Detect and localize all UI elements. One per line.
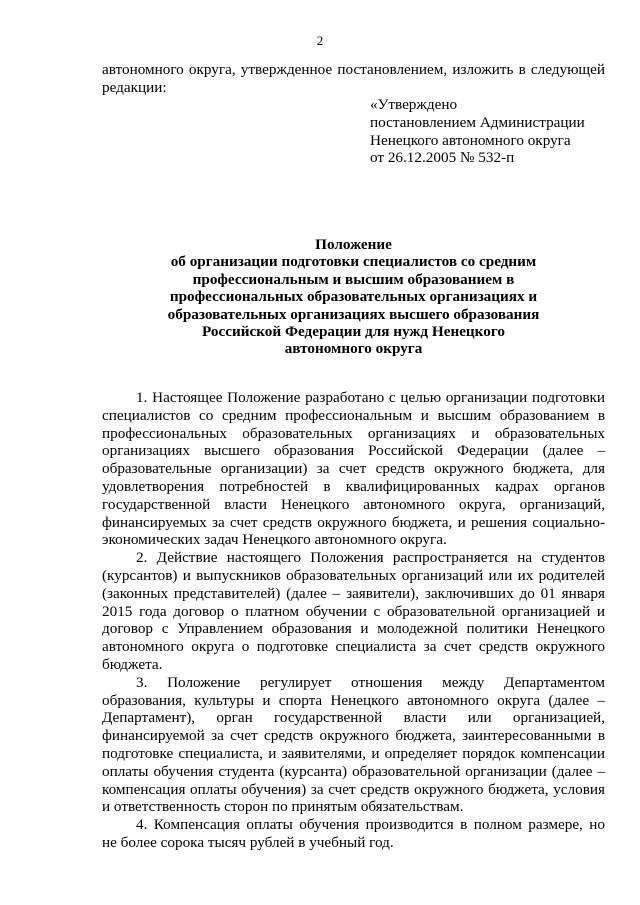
title-line: профессиональным и высшим образованием в <box>192 270 515 288</box>
paragraph-line: специалистов со средним профессиональным и высшим образованием в <box>102 406 605 424</box>
paragraph-line: удовлетворения потребностей в квалифицированных кадрах органов <box>102 477 605 495</box>
document-body <box>102 389 605 852</box>
document-title <box>102 236 605 358</box>
title-line: профессиональных образовательных организациях и <box>169 288 538 306</box>
page-number: 2 <box>316 33 324 48</box>
paragraph-line: автономного округа о подготовке специалиста за счет средств окружного <box>102 638 605 656</box>
body-paragraph <box>102 389 605 549</box>
body-paragraph <box>102 549 605 674</box>
title-line: Российской Федерации для нужд Ненецкого <box>202 323 505 341</box>
paragraph-line: организациях высшего образования Российской Федерации (далее – <box>102 442 605 460</box>
paragraph-line: не более сорока тысяч рублей в учебный год. <box>102 833 394 851</box>
approval-line: от 26.12.2005 № 532-п <box>370 149 515 167</box>
paragraph-line: образовательные организации) за счет средств окружного бюджета, для <box>102 460 605 478</box>
paragraph-line: финансируемых за счет средств окружного бюджета, и решения социально- <box>102 513 605 531</box>
approval-stamp-text <box>370 96 585 167</box>
paragraph-line: профессиональных образовательных организациях и образовательных <box>102 424 605 442</box>
paragraph-line: (курсантов) и выпускников образовательных организаций или их родителей <box>102 566 605 584</box>
intro-line: автономного округа, утвержденное постановлением, изложить в следующей <box>102 61 605 78</box>
approval-line: постановлением Администрации <box>370 113 585 131</box>
paragraph-line: Департамент), орган государственной власти или организацией, <box>102 709 605 727</box>
approval-line: «Утверждено <box>370 96 458 113</box>
paragraph-line: бюджета. <box>102 655 163 673</box>
paragraph-line: (законных представителей) (далее – заявители), заключивших до 01 января <box>102 584 605 602</box>
paragraph-line: оплаты обучения студента (курсанта) образовательной организации (далее – <box>102 762 605 780</box>
paragraph-line: и ответственность сторон по принятым обязательствам. <box>102 798 464 816</box>
paragraph-line: экономических задач Ненецкого автономного округа. <box>102 531 447 549</box>
approval-line: Ненецкого автономного округа <box>370 131 571 149</box>
paragraph-line: образования, культуры и спорта Ненецкого автономного округа (далее – <box>102 691 605 709</box>
paragraph-line: 2. Действие настоящего Положения распространяется на студентов <box>136 549 605 567</box>
paragraph-line: финансируемой за счет средств окружного бюджета, заинтересованными в <box>102 727 605 745</box>
title-line: об организации подготовки специалистов со средним <box>170 253 537 271</box>
body-paragraph <box>102 674 605 816</box>
title-line: автономного округа <box>284 340 423 358</box>
body-paragraph <box>102 816 605 852</box>
paragraph-line: 2015 года договор о платном обучении с образовательной организацией и <box>102 602 605 620</box>
intro-text <box>102 61 605 97</box>
paragraph-line: компенсация оплаты обучения) за счет средств окружного бюджета, условия <box>102 780 605 798</box>
intro-line: редакции: <box>102 78 167 96</box>
paragraph-line: 3. Положение регулирует отношения между Департаментом <box>136 673 605 691</box>
title-line: образовательных организациях высшего образования <box>167 305 540 323</box>
paragraph-line: 1. Настоящее Положение разработано с целью организации подготовки <box>136 389 605 406</box>
paragraph-line: подготовке специалиста, и заявителями, и определяет порядок компенсации <box>102 744 605 762</box>
paragraph-line: государственной власти Ненецкого автономного округа, организаций, <box>102 495 605 513</box>
title-line: Положение <box>315 236 392 253</box>
paragraph-line: 4. Компенсация оплаты обучения производится в полном размере, но <box>136 816 605 834</box>
paragraph-line: договор с Управлением образования и молодежной политики Ненецкого <box>102 620 605 638</box>
